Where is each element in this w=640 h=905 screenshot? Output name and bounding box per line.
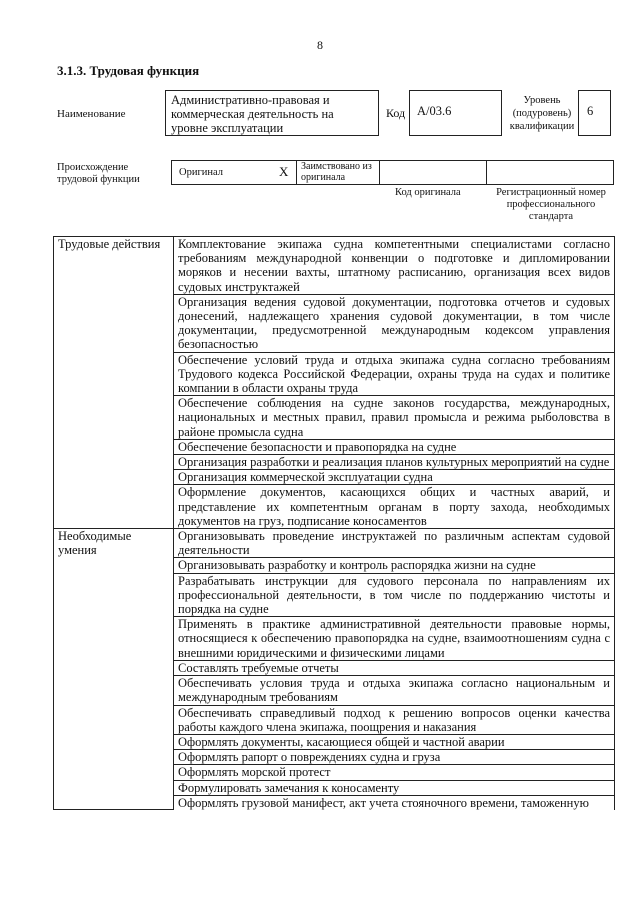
required-skills-header: Необходимые умения (54, 529, 174, 810)
original-cell (172, 161, 297, 184)
name-label: Наименование (57, 108, 126, 120)
skill-item: Оформлять грузовой манифест, акт учета стояночного времени, таможенную (174, 795, 615, 810)
labor-action-item: Организация ведения судовой документации, подготовка отчетов и судовых донесений, надлежащего хранения судовой документации, в том числе документации, предусмотренной международным кодексом управления безопасностью (174, 294, 615, 352)
labor-action-item: Обеспечение соблюдения на судне законов государства, международных, национальных и местных правил, правил промысла и режима рыболовства в районе промысла судна (174, 396, 615, 440)
code-label: Код (386, 106, 406, 120)
skill-item: Разрабатывать инструкции для судового персонала по направлениям их профессиональной деятельности, в том числе по поддержанию чистоты и порядка на судне (174, 573, 615, 617)
borrowed-label: Заимствовано из оригинала (301, 161, 372, 183)
skill-item: Применять в практике административной деятельности правовые нормы, относящиеся к обеспечению правопорядка на судне, взаимоотношениям судна с внешними юридическими и физическими лицами (174, 617, 615, 661)
labor-function-table (53, 236, 615, 810)
borrowed-cell (297, 161, 380, 184)
original-label: Оригинал (179, 167, 223, 178)
reg-number-cell (487, 161, 613, 184)
skill-item: Организовывать проведение инструктажей по различным аспектам судовой деятельности (174, 529, 615, 558)
skill-item: Оформлять документы, касающиеся общей и частной аварии (174, 734, 615, 749)
skill-item: Оформлять морской протест (174, 765, 615, 780)
code-original-label: Код оригинала (395, 187, 461, 198)
skill-item: Составлять требуемые отчеты (174, 660, 615, 675)
skill-item: Организовывать разработку и контроль распорядка жизни на судне (174, 558, 615, 573)
labor-action-item: Организация коммерческой эксплуатации судна (174, 470, 615, 485)
labor-action-item: Оформление документов, касающихся общих и частных аварий, и представление их компетентным органам в порту захода, необходимых документов на груз, подписание коносаментов (174, 485, 615, 529)
page-number: 8 (317, 38, 323, 52)
skill-item: Формулировать замечания к коносаменту (174, 780, 615, 795)
level-label: Уровень (подуровень) квалификации (509, 95, 575, 132)
name-value: Административно-правовая и коммерческая деятельность на уровне эксплуатации (165, 90, 379, 136)
labor-actions-header: Трудовые действия (54, 237, 174, 529)
skill-item: Обеспечивать условия труда и отдыха экипажа согласно национальным и международным требованиям (174, 676, 615, 705)
origin-label: Происхождение трудовой функции (57, 162, 140, 185)
original-mark: X (279, 164, 289, 179)
labor-action-item: Комплектование экипажа судна компетентными специалистами согласно требованиям международной конвенции о подготовке и дипломировании моряков и несении вахты, штатному расписанию, организация всех видов судовых инструктажей (174, 237, 615, 295)
labor-action-item: Обеспечение безопасности и правопорядка на судне (174, 439, 615, 454)
skill-item: Обеспечивать справедливый подход к решению вопросов оценки качества работы каждого члена экипажа, поощрения и наказания (174, 705, 615, 734)
labor-action-item: Обеспечение условий труда и отдыха экипажа судна согласно требованиям Трудового кодекса Российской Федерации, охраны труда на судах и политике компании в области охраны труда (174, 352, 615, 396)
table-row (54, 529, 615, 558)
skill-item: Оформлять рапорт о повреждениях судна и груза (174, 750, 615, 765)
origin-row (171, 160, 614, 185)
labor-action-item: Организация разработки и реализация планов культурных мероприятий на судне (174, 455, 615, 470)
section-title: 3.1.3. Трудовая функция (57, 63, 200, 78)
code-original-cell (380, 161, 487, 184)
reg-number-label: Регистрационный номер профессионального стандарта (496, 187, 606, 222)
code-value: А/03.6 (409, 90, 502, 136)
table-row (54, 237, 615, 295)
level-value: 6 (578, 90, 611, 136)
